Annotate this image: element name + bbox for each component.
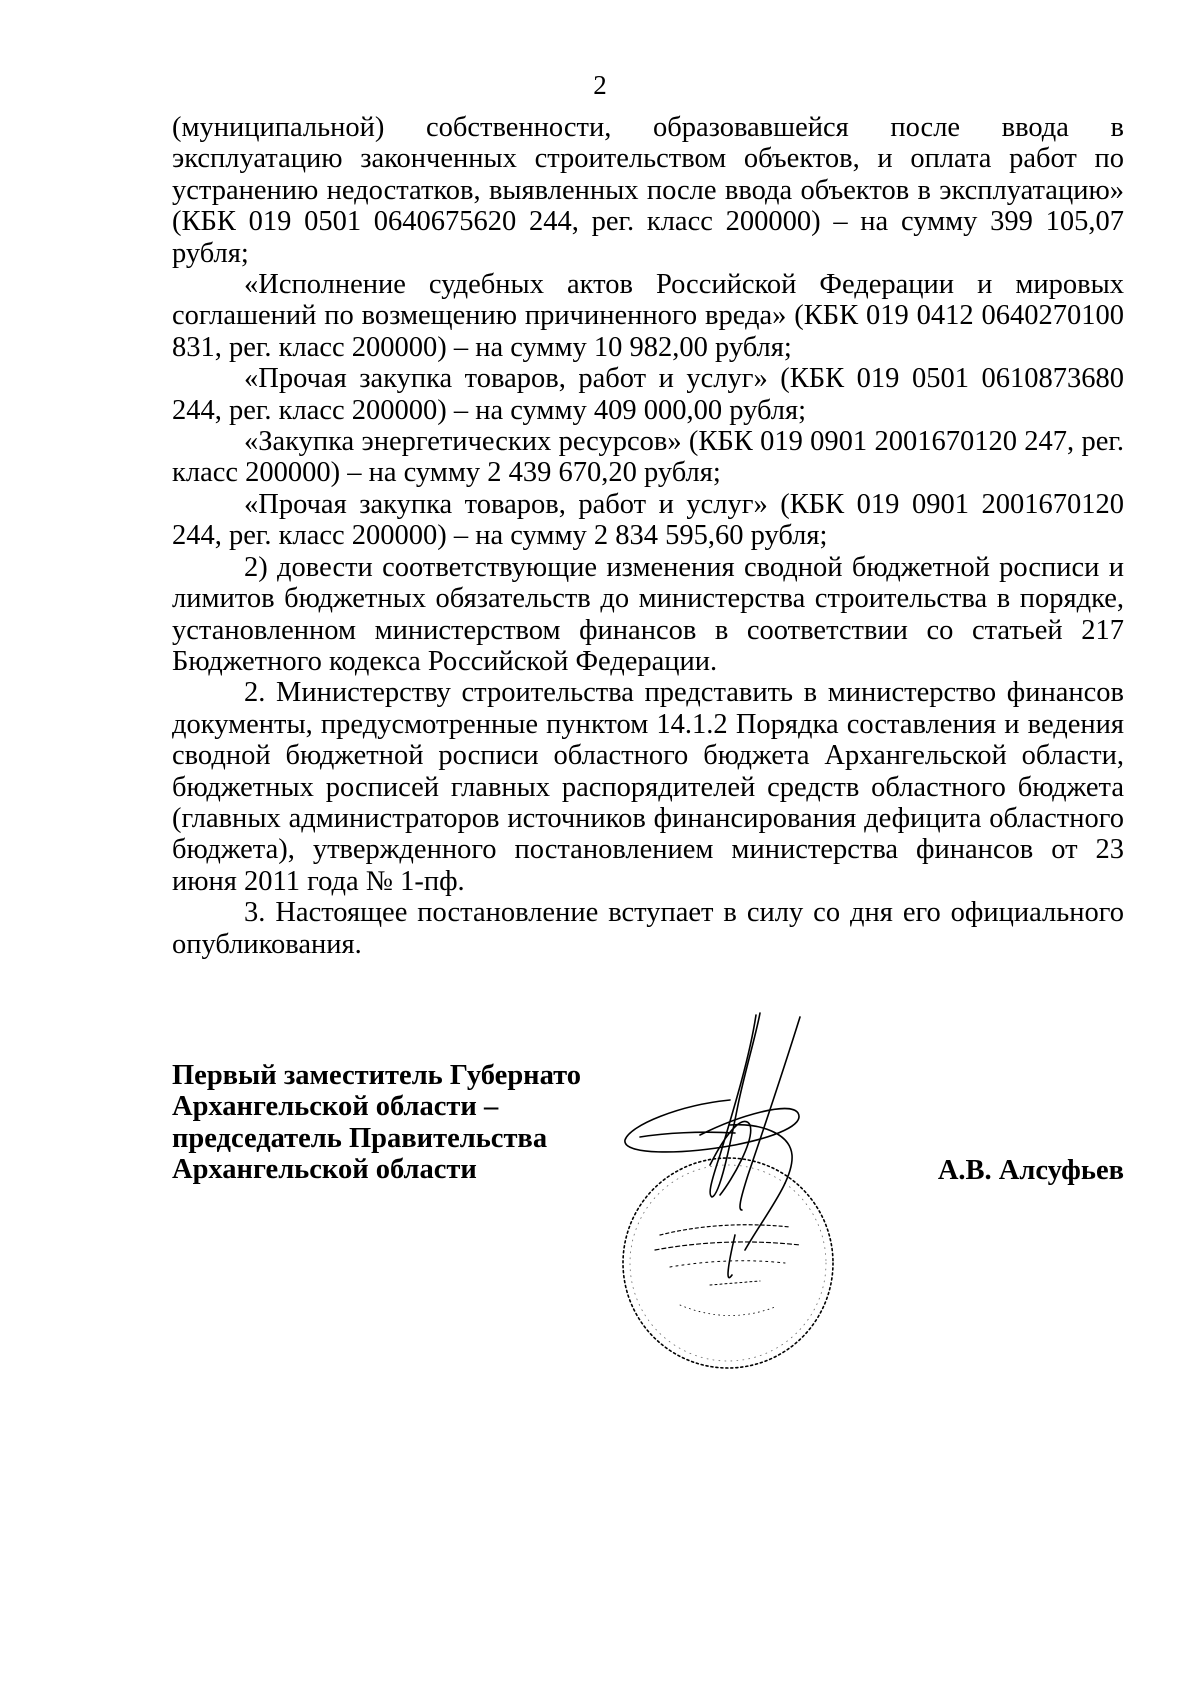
signatory-title-line: Первый заместитель Губернато xyxy=(172,1060,581,1091)
handwritten-signature-icon xyxy=(625,1013,800,1278)
paragraph-energy-resources: «Закупка энергетических ресурсов» (КБК 019 0901 2001670120 247, рег. класс 200000) – на сумму 2 439 670,20 рубля; xyxy=(172,426,1124,489)
official-seal-icon xyxy=(623,1158,833,1368)
seal-and-signature-icon xyxy=(560,1005,900,1375)
paragraph-item-2-budget-changes: 2) довести соответствующие изменения сводной бюджетной росписи и лимитов бюджетных обязательств до министерства строительства в порядке, установленном министерством финансов в соответствии со статьей 217 Бюджетного кодекса Российской Федерации. xyxy=(172,551,1124,677)
page-number: 2 xyxy=(593,70,607,100)
signatory-title-line: Архангельской области – xyxy=(172,1091,499,1123)
signatory-name: А.В. Алсуфьев xyxy=(937,1155,1124,1186)
paragraph-court-acts: «Исполнение судебных актов Российской Федерации и мировых соглашений по возмещению причиненного вреда» (КБК 019 0412 0640270100 831, рег. класс 200000) – на сумму 10 982,00 рубля; xyxy=(172,269,1124,363)
paragraph-clause-3-effective: 3. Настоящее постановление вступает в силу со дня его официального опубликования. xyxy=(172,897,1124,960)
paragraph-other-procurement-0901: «Прочая закупка товаров, работ и услуг» (КБК 019 0901 2001670120 244, рег. класс 200000) – на сумму 2 834 595,60 рубля; xyxy=(172,488,1124,552)
paragraph-other-procurement-0501: «Прочая закупка товаров, работ и услуг» (КБК 019 0501 0610873680 244, рег. класс 200000) – на сумму 409 000,00 рубля; xyxy=(172,363,1124,426)
paragraph-continuation: (муниципальной) собственности, образовавшейся после ввода в эксплуатацию законченных строительством объектов, и оплата работ по устранению недостатков, выявленных после ввода объектов в эксплуатацию» (КБК 019 0501 0640675620 244, рег. класс 200000) – на сумму 399 105,07 рубля; xyxy=(172,112,1124,269)
document-body xyxy=(172,112,1124,960)
paragraph-clause-2-ministry: 2. Министерству строительства представить в министерство финансов документы, предусмотренные пунктом 14.1.2 Порядка составления и ведения сводной бюджетной росписи областного бюджета Архангельской области, бюджетных росписей главных распорядителей средств областного бюджета (главных администраторов источников финансирования дефицита областного бюджета), утвержденного постановлением министерства финансов от 23 июня 2011 года № 1-пф. xyxy=(172,677,1124,897)
signatory-title-line: председатель Правительства xyxy=(172,1122,548,1154)
signatory-title-line: Архангельской области xyxy=(172,1154,477,1186)
